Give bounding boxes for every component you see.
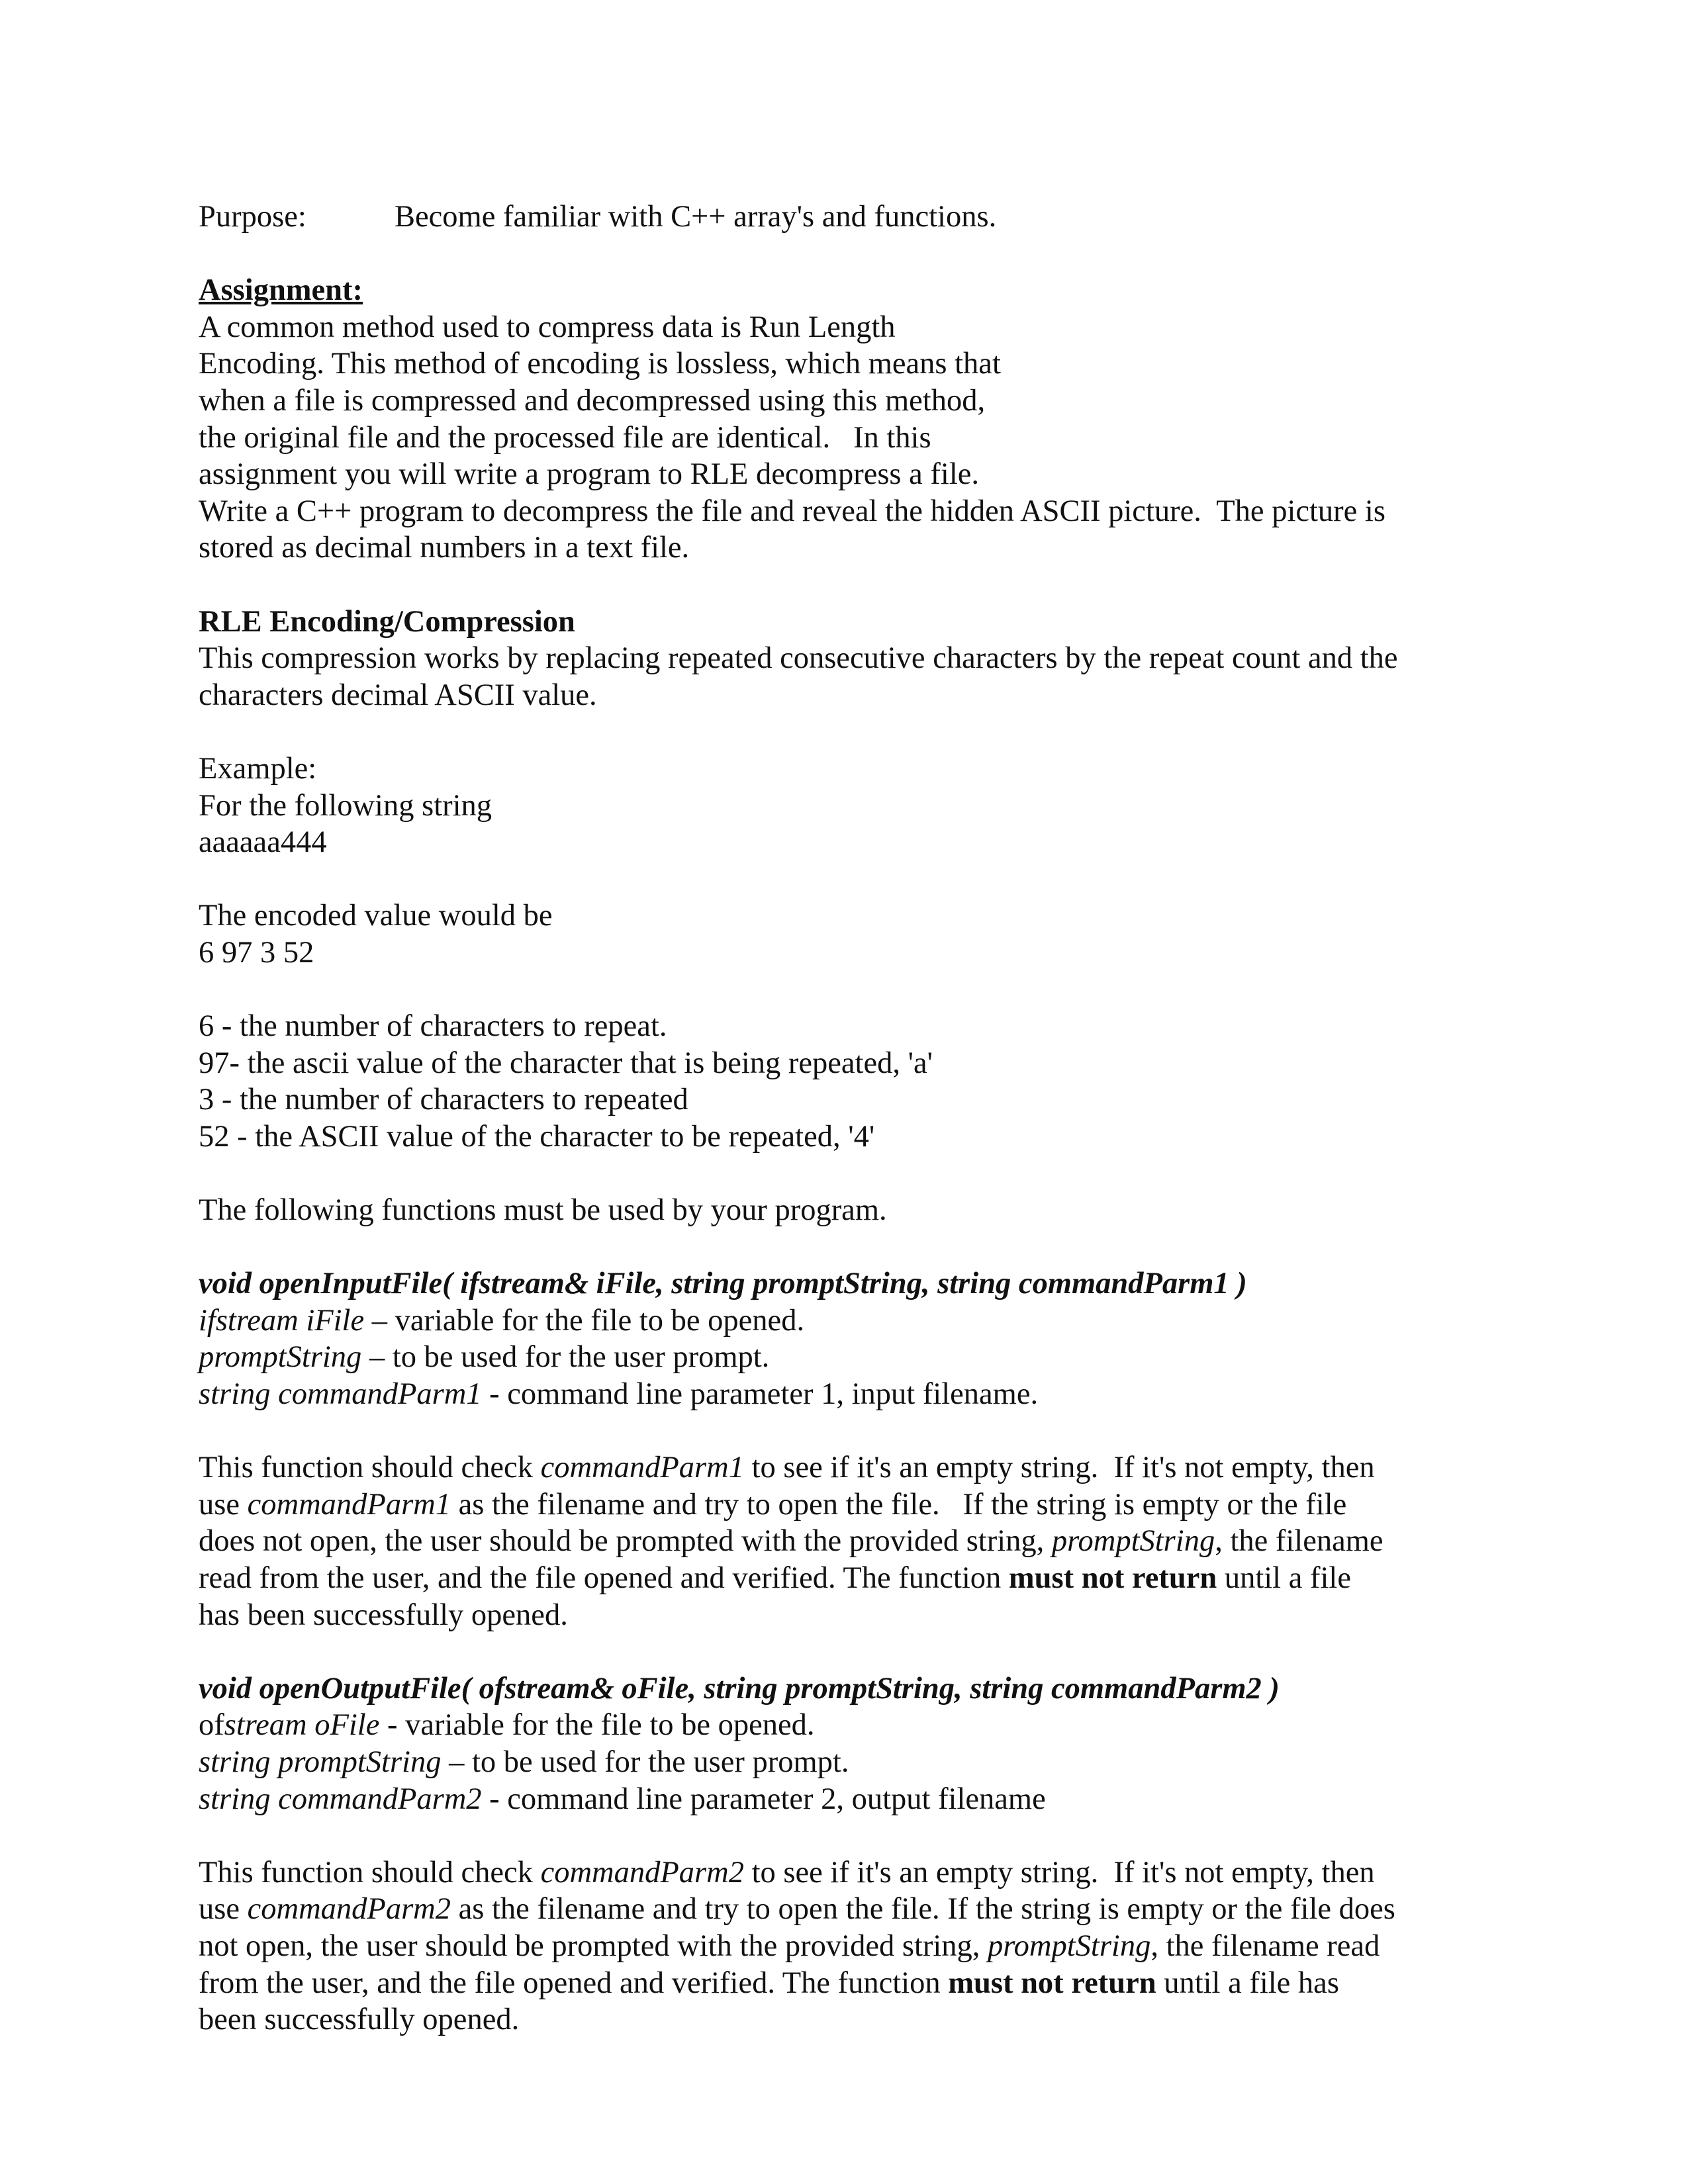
open-input-param-2 [199,1339,1509,1376]
desc-text: This function should check [199,1855,541,1889]
open-output-desc-line [199,1965,1509,2002]
open-output-desc-line [199,1928,1509,1965]
explanation-line: 3 - the number of characters to repeated [199,1083,688,1117]
desc-emphasis: must not return [948,1966,1156,2000]
param-desc: - command line parameter 2, output filename [481,1782,1046,1816]
desc-param: commandParm1 [540,1451,744,1485]
assignment-line: when a file is compressed and decompressed using this method, [199,383,986,418]
open-output-param-2 [199,1744,1509,1781]
open-input-desc-line [199,1523,1509,1560]
param-desc: – variable for the file to be opened. [364,1303,805,1338]
desc-text: use [199,1892,248,1927]
param-prefix: string [199,1745,279,1779]
desc-text: read from the user, and the file opened and verified. The function [199,1561,1009,1595]
functions-intro: The following functions must be used by your program. [199,1193,887,1228]
desc-text: does not open, the user should be prompted with the provided string, [199,1524,1052,1559]
param-name: promptString [199,1340,362,1375]
assignment-line: the original file and the processed file are identical. In this [199,420,931,455]
encoded-label: The encoded value would be [199,899,553,933]
assignment-line: assignment you will write a program to RLE decompress a file. [199,457,980,492]
desc-emphasis: must not return [1008,1561,1217,1595]
assignment-line: Encoding. This method of encoding is lossless, which means that [199,347,1001,381]
desc-text: as the filename and try to open the file. If the string is empty or the file [451,1487,1347,1522]
open-output-signature: void openOutputFile( ofstream& oFile, string promptString, string commandParm2 ) [199,1671,1280,1706]
param-desc: - variable for the file to be opened. [379,1708,815,1743]
explanation-line: 97- the ascii value of the character that is being repeated, 'a' [199,1046,933,1080]
desc-param: commandParm1 [247,1487,451,1522]
open-input-desc-line: has been successfully opened. [199,1598,568,1632]
param-name: string commandParm1 [199,1377,482,1411]
open-input-param-3 [199,1376,1509,1413]
open-output-param-3 [199,1781,1509,1818]
rle-line: This compression works by replacing repeated consecutive characters by the repeat count and the [199,641,1398,676]
rle-line: characters decimal ASCII value. [199,678,597,712]
desc-text: to see if it's an empty string. If it's not empty, then [743,1855,1375,1889]
param-desc: - command line parameter 1, input filename. [481,1377,1039,1411]
open-output-desc-line: been successfully opened. [199,2003,520,2037]
desc-text: from the user, and the file opened and verified. The function [199,1966,949,2000]
desc-param: promptString [988,1929,1151,1963]
purpose-line [199,199,1509,236]
rle-heading: RLE Encoding/Compression [199,604,575,639]
desc-text: , the filename [1215,1524,1383,1559]
desc-param: commandParm2 [247,1892,451,1927]
param-name: stream oFile [224,1708,380,1743]
assignment-line: A common method used to compress data is Run Length [199,310,896,344]
param-name: string commandParm2 [199,1782,482,1816]
desc-text: , the filename read [1150,1929,1380,1963]
param-desc: – to be used for the user prompt. [361,1340,770,1375]
explanation-line: 6 - the number of characters to repeat. [199,1009,667,1044]
param-prefix: of [199,1708,224,1743]
desc-text: until a file has [1156,1966,1339,2000]
open-input-desc-line [199,1486,1509,1524]
desc-text: use [199,1487,248,1522]
desc-text: until a file [1217,1561,1351,1595]
desc-text: This function should check [199,1451,541,1485]
example-label: Example: [199,751,317,786]
assignment-line: Write a C++ program to decompress the file and reveal the hidden ASCII picture. The picture is [199,494,1385,528]
open-input-param-1 [199,1302,1509,1340]
desc-param: promptString [1051,1524,1215,1559]
desc-text: to see if it's an empty string. If it's not empty, then [743,1451,1375,1485]
param-desc: – to be used for the user prompt. [441,1745,849,1779]
param-name: promptString [278,1745,442,1779]
purpose-label: Purpose: [199,200,306,234]
explanation-line: 52 - the ASCII value of the character to be repeated, '4' [199,1119,875,1154]
encoded-value: 6 97 3 52 [199,935,314,970]
document-page [199,199,1509,2038]
assignment-heading: Assignment: [199,273,363,308]
param-name: ifstream iFile [199,1303,365,1338]
open-input-desc-line [199,1560,1509,1597]
open-input-signature: void openInputFile( ifstream& iFile, string promptString, string commandParm1 ) [199,1267,1247,1301]
open-input-desc-line [199,1449,1509,1486]
example-string: aaaaaa444 [199,825,327,860]
assignment-line: stored as decimal numbers in a text file. [199,531,690,565]
desc-text: not open, the user should be prompted with the provided string, [199,1929,988,1963]
example-intro: For the following string [199,788,492,823]
desc-text: as the filename and try to open the file. If the string is empty or the file does [451,1892,1395,1927]
desc-param: commandParm2 [540,1855,744,1889]
open-output-desc-line [199,1891,1509,1928]
purpose-text: Become familiar with C++ array's and functions. [395,200,997,234]
open-output-desc-line [199,1854,1509,1891]
open-output-param-1 [199,1707,1509,1744]
